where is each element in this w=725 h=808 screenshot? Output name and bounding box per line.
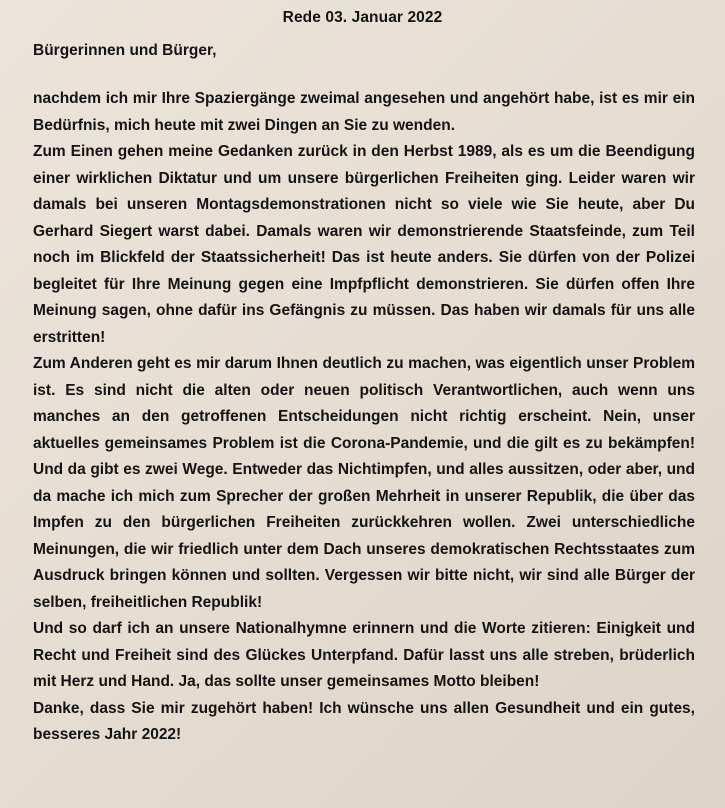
- speech-body: [33, 86, 695, 749]
- paragraph-autumn-1989: Zum Einen gehen meine Gedanken zurück in den Herbst 1989, als es um die Beendigung einer wirklichen Diktatur und um unsere bürgerlichen Freiheiten ging. Leider waren wir damals bei unseren Montagsdemonstrationen nicht so viele wie Sie heute, aber Du Gerhard Siegert warst dabei. Damals waren wir demonstrierende Staatsfeinde, zum Teil noch im Blickfeld der Staatssicherheit! Das ist heute anders. Sie dürfen von der Polizei begleitet für Ihre Meinung gegen eine Impfpflicht demonstrieren. Sie dürfen offen Ihre Meinung sagen, ohne dafür ins Gefängnis zu müssen. Das haben wir damals für uns alle erstritten!: [33, 143, 695, 346]
- paragraph-anthem: Und so darf ich an unsere Nationalhymne erinnern und die Worte zitieren: Einigkeit und Recht und Freiheit sind des Glückes Unterpfand. Dafür lasst uns alle streben, brüderlich mit Herz und Hand. Ja, das sollte unser gemeinsames Motto bleiben!: [33, 620, 695, 690]
- document-title: Rede 03. Januar 2022: [282, 9, 443, 26]
- paragraph-closing: Danke, dass Sie mir zugehört haben! Ich wünsche uns allen Gesundheit und ein gutes, besseres Jahr 2022!: [33, 699, 695, 743]
- paragraph-problem: Zum Anderen geht es mir darum Ihnen deutlich zu machen, was eigentlich unser Problem ist. Es sind nicht die alten oder neuen politisch Verantwortlichen, auch wenn uns manches an den getroffenen Entscheidungen nicht richtig erscheint. Nein, unser aktuelles gemeinsames Problem ist die Corona-Pandemie, und die gilt es zu bekämpfen! Und da gibt es zwei Wege. Entweder das Nichtimpfen, und alles aussitzen, oder aber, und da mache ich mich zum Sprecher der großen Mehrheit in unserer Republik, die über das Impfen zu den bürgerlichen Freiheiten zurückkehren wollen. Zwei unterschiedliche Meinungen, die wir friedlich unter dem Dach unseres demokratischen Rechtsstaates zum Ausdruck bringen können und sollten. Vergessen wir bitte nicht, wir sind alle Bürger der selben, freiheitlichen Republik!: [33, 355, 695, 611]
- salutation: Bürgerinnen und Bürger,: [33, 42, 217, 59]
- paragraph-intro: nachdem ich mir Ihre Spaziergänge zweimal angesehen und angehört habe, ist es mir ein Bedürfnis, mich heute mit zwei Dingen an Sie zu wenden.: [33, 90, 695, 134]
